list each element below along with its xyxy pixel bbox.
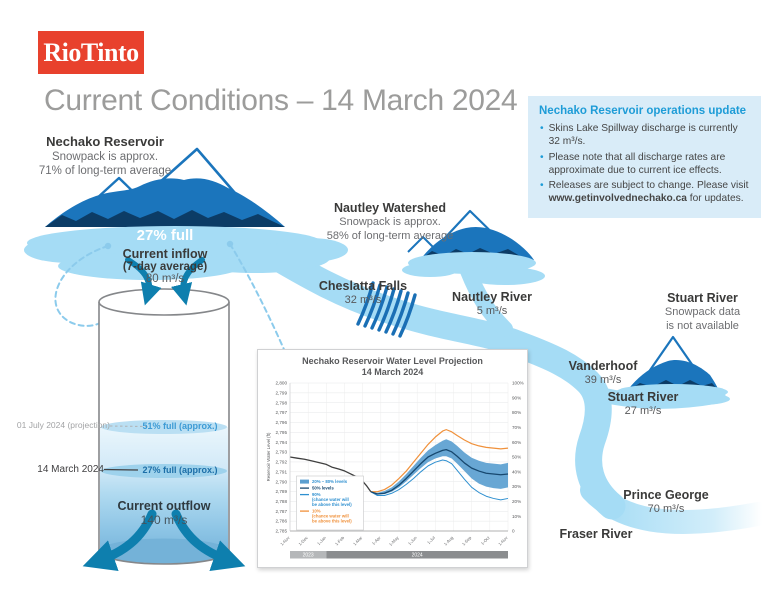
- svg-text:2,795: 2,795: [275, 429, 287, 435]
- update-box-title: Nechako Reservoir operations update: [539, 105, 747, 117]
- prince-george-label: Prince George 70 m³/s: [623, 488, 709, 516]
- inflow-subtitle: (7-day average): [122, 261, 208, 273]
- page-title: Current Conditions – 14 March 2024: [44, 84, 518, 117]
- svg-text:(chance water will: (chance water will: [312, 513, 349, 519]
- nechako-reservoir-label: Nechako Reservoir Snowpack is approx. 71% of long-term average: [38, 134, 172, 177]
- svg-text:1-Nov: 1-Nov: [497, 535, 509, 547]
- current-level-label: 27% full (approx.): [142, 465, 218, 475]
- svg-text:40%: 40%: [512, 469, 522, 475]
- current-date-label: 14 March 2024: [37, 464, 104, 475]
- svg-text:2,798: 2,798: [275, 400, 287, 406]
- svg-text:90%: 90%: [512, 395, 522, 401]
- svg-text:be above this level): be above this level): [312, 502, 352, 507]
- chart-plot: [258, 350, 529, 569]
- water-level-projection-chart: [257, 349, 528, 568]
- svg-text:2023: 2023: [302, 552, 314, 559]
- svg-text:1-Jan: 1-Jan: [316, 535, 328, 547]
- svg-text:10%: 10%: [512, 513, 522, 519]
- svg-text:1-Jun: 1-Jun: [406, 535, 418, 547]
- projection-level-label: 51% full (approx.): [142, 421, 218, 431]
- update-bullet: • Releases are subject to change. Please visit www.getinvolvednechako.ca for updates.: [540, 180, 749, 205]
- nautley-river-label: Nautley River 5 m³/s: [452, 290, 532, 318]
- bullet-icon: •: [540, 180, 544, 191]
- svg-text:2,797: 2,797: [275, 410, 287, 416]
- svg-text:1-Oct: 1-Oct: [479, 535, 491, 546]
- svg-text:50%: 50%: [512, 454, 522, 460]
- stuart-river-flow-label: Stuart River 27 m³/s: [607, 390, 679, 418]
- projection-date-label: 01 July 2024 (projection): [16, 420, 110, 430]
- svg-text:2,788: 2,788: [275, 499, 287, 504]
- reservoir-percent-full: 27% full: [136, 227, 194, 244]
- svg-text:1-Jul: 1-Jul: [426, 535, 437, 546]
- svg-text:2,793: 2,793: [275, 449, 287, 455]
- update-bullet: • Skins Lake Spillway discharge is currently 32 m³/s.: [540, 123, 738, 148]
- svg-text:1-May: 1-May: [387, 535, 400, 547]
- svg-text:2,787: 2,787: [275, 508, 287, 514]
- cylinder-rim: [99, 289, 229, 315]
- svg-text:1-Feb: 1-Feb: [333, 535, 346, 547]
- operations-update-box: [528, 96, 761, 218]
- svg-text:2,800: 2,800: [275, 380, 287, 386]
- svg-text:50% levels: 50% levels: [312, 485, 334, 491]
- svg-text:1-Apr: 1-Apr: [370, 535, 382, 546]
- svg-text:20%: 20%: [512, 499, 522, 504]
- svg-text:2,785: 2,785: [275, 528, 287, 534]
- bullet-icon: •: [540, 151, 544, 163]
- update-bullet: • Please note that all discharge rates are approximate due to current ice effects.: [540, 151, 726, 176]
- svg-text:20% – 80% levels: 20% – 80% levels: [312, 479, 348, 484]
- svg-text:2,786: 2,786: [275, 518, 287, 524]
- svg-text:2,794: 2,794: [275, 439, 287, 445]
- svg-text:2,796: 2,796: [275, 420, 287, 426]
- svg-text:2,792: 2,792: [275, 459, 287, 465]
- svg-text:70%: 70%: [512, 425, 522, 430]
- svg-text:2024: 2024: [411, 552, 423, 559]
- svg-text:80%: 80%: [512, 410, 522, 416]
- svg-text:60%: 60%: [512, 439, 522, 445]
- getinvolvednechako-link[interactable]: www.getinvolvednechako.ca: [548, 193, 687, 205]
- svg-text:2,790: 2,790: [275, 479, 287, 485]
- svg-text:1-Sep: 1-Sep: [460, 535, 473, 547]
- chart-title: Nechako Reservoir Water Level Projection 14 March 2024: [302, 356, 483, 378]
- svg-text:1-Aug: 1-Aug: [442, 535, 455, 547]
- svg-text:10%: 10%: [312, 508, 321, 514]
- svg-text:1-Dec: 1-Dec: [297, 535, 309, 547]
- bullet-icon: •: [540, 123, 544, 134]
- inflow-title: Current inflow: [122, 247, 208, 261]
- vanderhoof-label: Vanderhoof 39 m³/s: [568, 359, 638, 387]
- outflow-label: Current outflow 140 m³/s: [117, 499, 211, 527]
- cylinder-water: [100, 427, 228, 551]
- svg-text:0: 0: [512, 528, 515, 534]
- svg-text:be above this level): be above this level): [312, 518, 352, 524]
- rio-tinto-logo: [38, 31, 144, 74]
- reservoir-status: [70, 227, 260, 285]
- svg-text:1-Nov: 1-Nov: [279, 535, 291, 547]
- nautley-watershed-label: Nautley Watershed Snowpack is approx. 58% of long-term average: [326, 201, 454, 242]
- svg-text:Reservoir Water Level (ft): Reservoir Water Level (ft): [266, 432, 271, 482]
- svg-text:2,799: 2,799: [275, 390, 287, 396]
- svg-text:(chance water will: (chance water will: [312, 497, 349, 502]
- svg-text:90%: 90%: [312, 492, 321, 497]
- svg-text:30%: 30%: [512, 484, 522, 490]
- fraser-river-label: Fraser River: [559, 527, 633, 541]
- svg-text:2,791: 2,791: [275, 469, 287, 475]
- logo-text: RioTinto: [43, 37, 139, 67]
- svg-text:2,789: 2,789: [275, 489, 287, 495]
- svg-text:1-Mar: 1-Mar: [352, 535, 364, 547]
- inflow-value: 80 m³/s: [145, 273, 185, 285]
- nautley-water: [402, 252, 545, 285]
- cheslatta-falls-label: Cheslatta Falls 32 m³/s: [318, 279, 408, 307]
- stuart-river-snowpack-label: Stuart River Snowpack data is not available: [664, 291, 741, 332]
- svg-text:100%: 100%: [512, 380, 524, 386]
